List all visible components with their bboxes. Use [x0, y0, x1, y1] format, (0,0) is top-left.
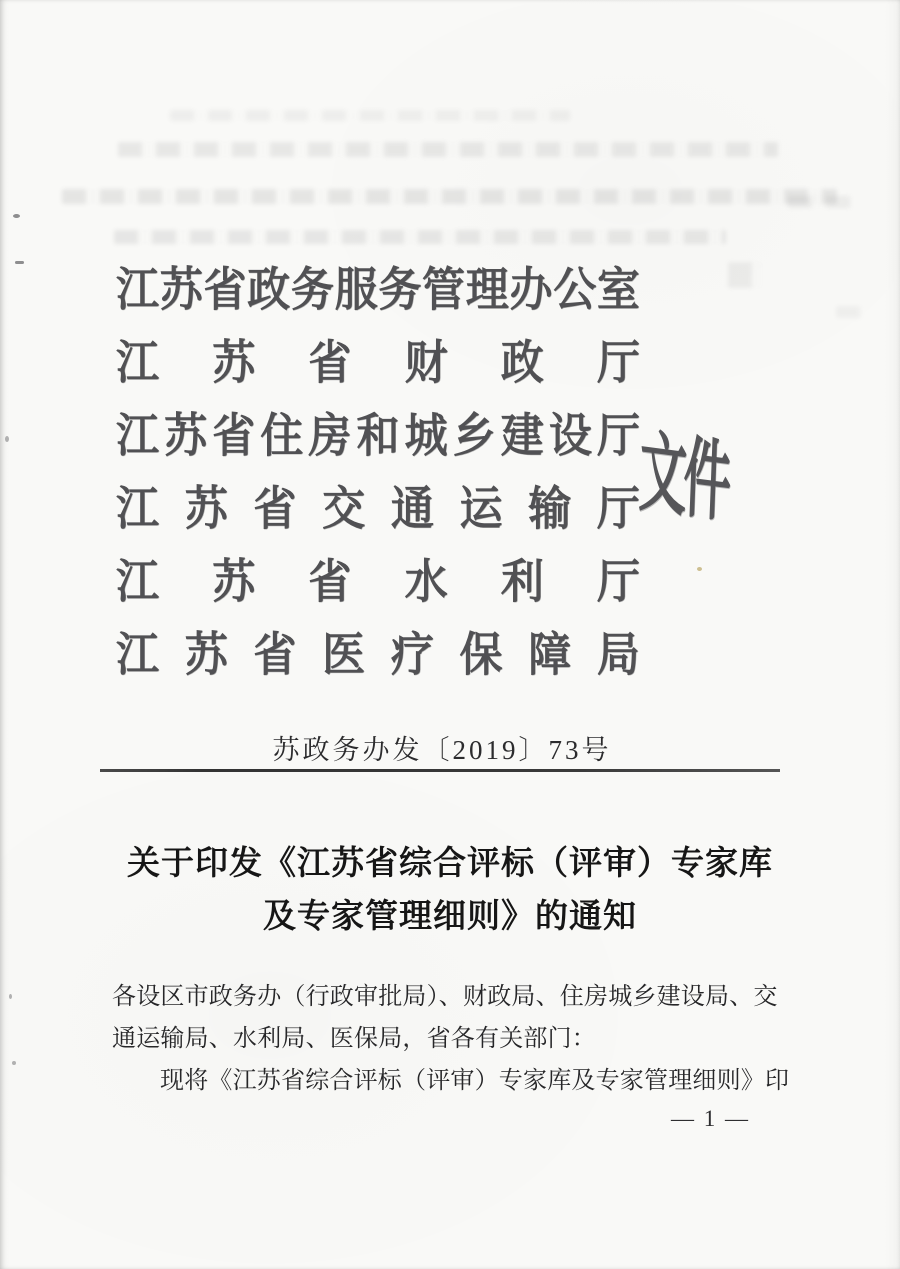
- body-line-3: 现将《江苏省综合评标（评审）专家库及专家管理细则》印: [160, 1068, 790, 1094]
- scan-speck: [12, 1061, 16, 1065]
- bleedthrough-row: [170, 110, 570, 121]
- scan-speck: [5, 436, 9, 442]
- page-number: — 1 —: [671, 1106, 750, 1131]
- agency-line-6: 江 苏 省 医 疗 保 障 局: [116, 630, 640, 682]
- agency-line-2: 江 苏 省 财 政 厅: [116, 338, 640, 390]
- document-title-line-2: 及专家管理细则》的通知: [263, 899, 637, 935]
- document-number: 苏政务办发〔2019〕73号: [272, 735, 612, 765]
- body-line-2: 通运输局、水利局、医保局，省各有关部门：: [112, 1026, 596, 1052]
- agency-line-3: 江 苏 省 住 房 和 城 乡 建 设 厅: [116, 411, 640, 463]
- scan-speck: [9, 994, 12, 999]
- document-mark-wenjian: 文件: [637, 424, 730, 534]
- bleedthrough-mark: [836, 306, 864, 318]
- scan-speck: [13, 214, 20, 218]
- bleedthrough-mark: [728, 262, 762, 288]
- document-body: [112, 976, 790, 1102]
- bleedthrough-row: [114, 230, 726, 244]
- body-line-1: 各设区市政务办（行政审批局）、财政局、住房城乡建设局、交: [112, 984, 778, 1010]
- bleedthrough-row: [118, 142, 778, 157]
- scan-speck: [15, 261, 24, 264]
- agency-line-1: 江 苏 省 政 务 服 务 管 理 办 公 室: [116, 265, 640, 317]
- header-divider-line: [100, 769, 780, 772]
- document-title: [0, 838, 900, 944]
- bleedthrough-row: [788, 196, 852, 208]
- scan-speck: [697, 567, 702, 571]
- agency-header-block: [116, 250, 640, 688]
- agency-line-5: 江 苏 省 水 利 厅: [116, 557, 640, 609]
- agency-line-4: 江 苏 省 交 通 运 输 厅: [116, 484, 640, 536]
- bleedthrough-row: [62, 189, 837, 204]
- document-title-line-1: 关于印发《江苏省综合评标（评审）专家库: [127, 846, 773, 882]
